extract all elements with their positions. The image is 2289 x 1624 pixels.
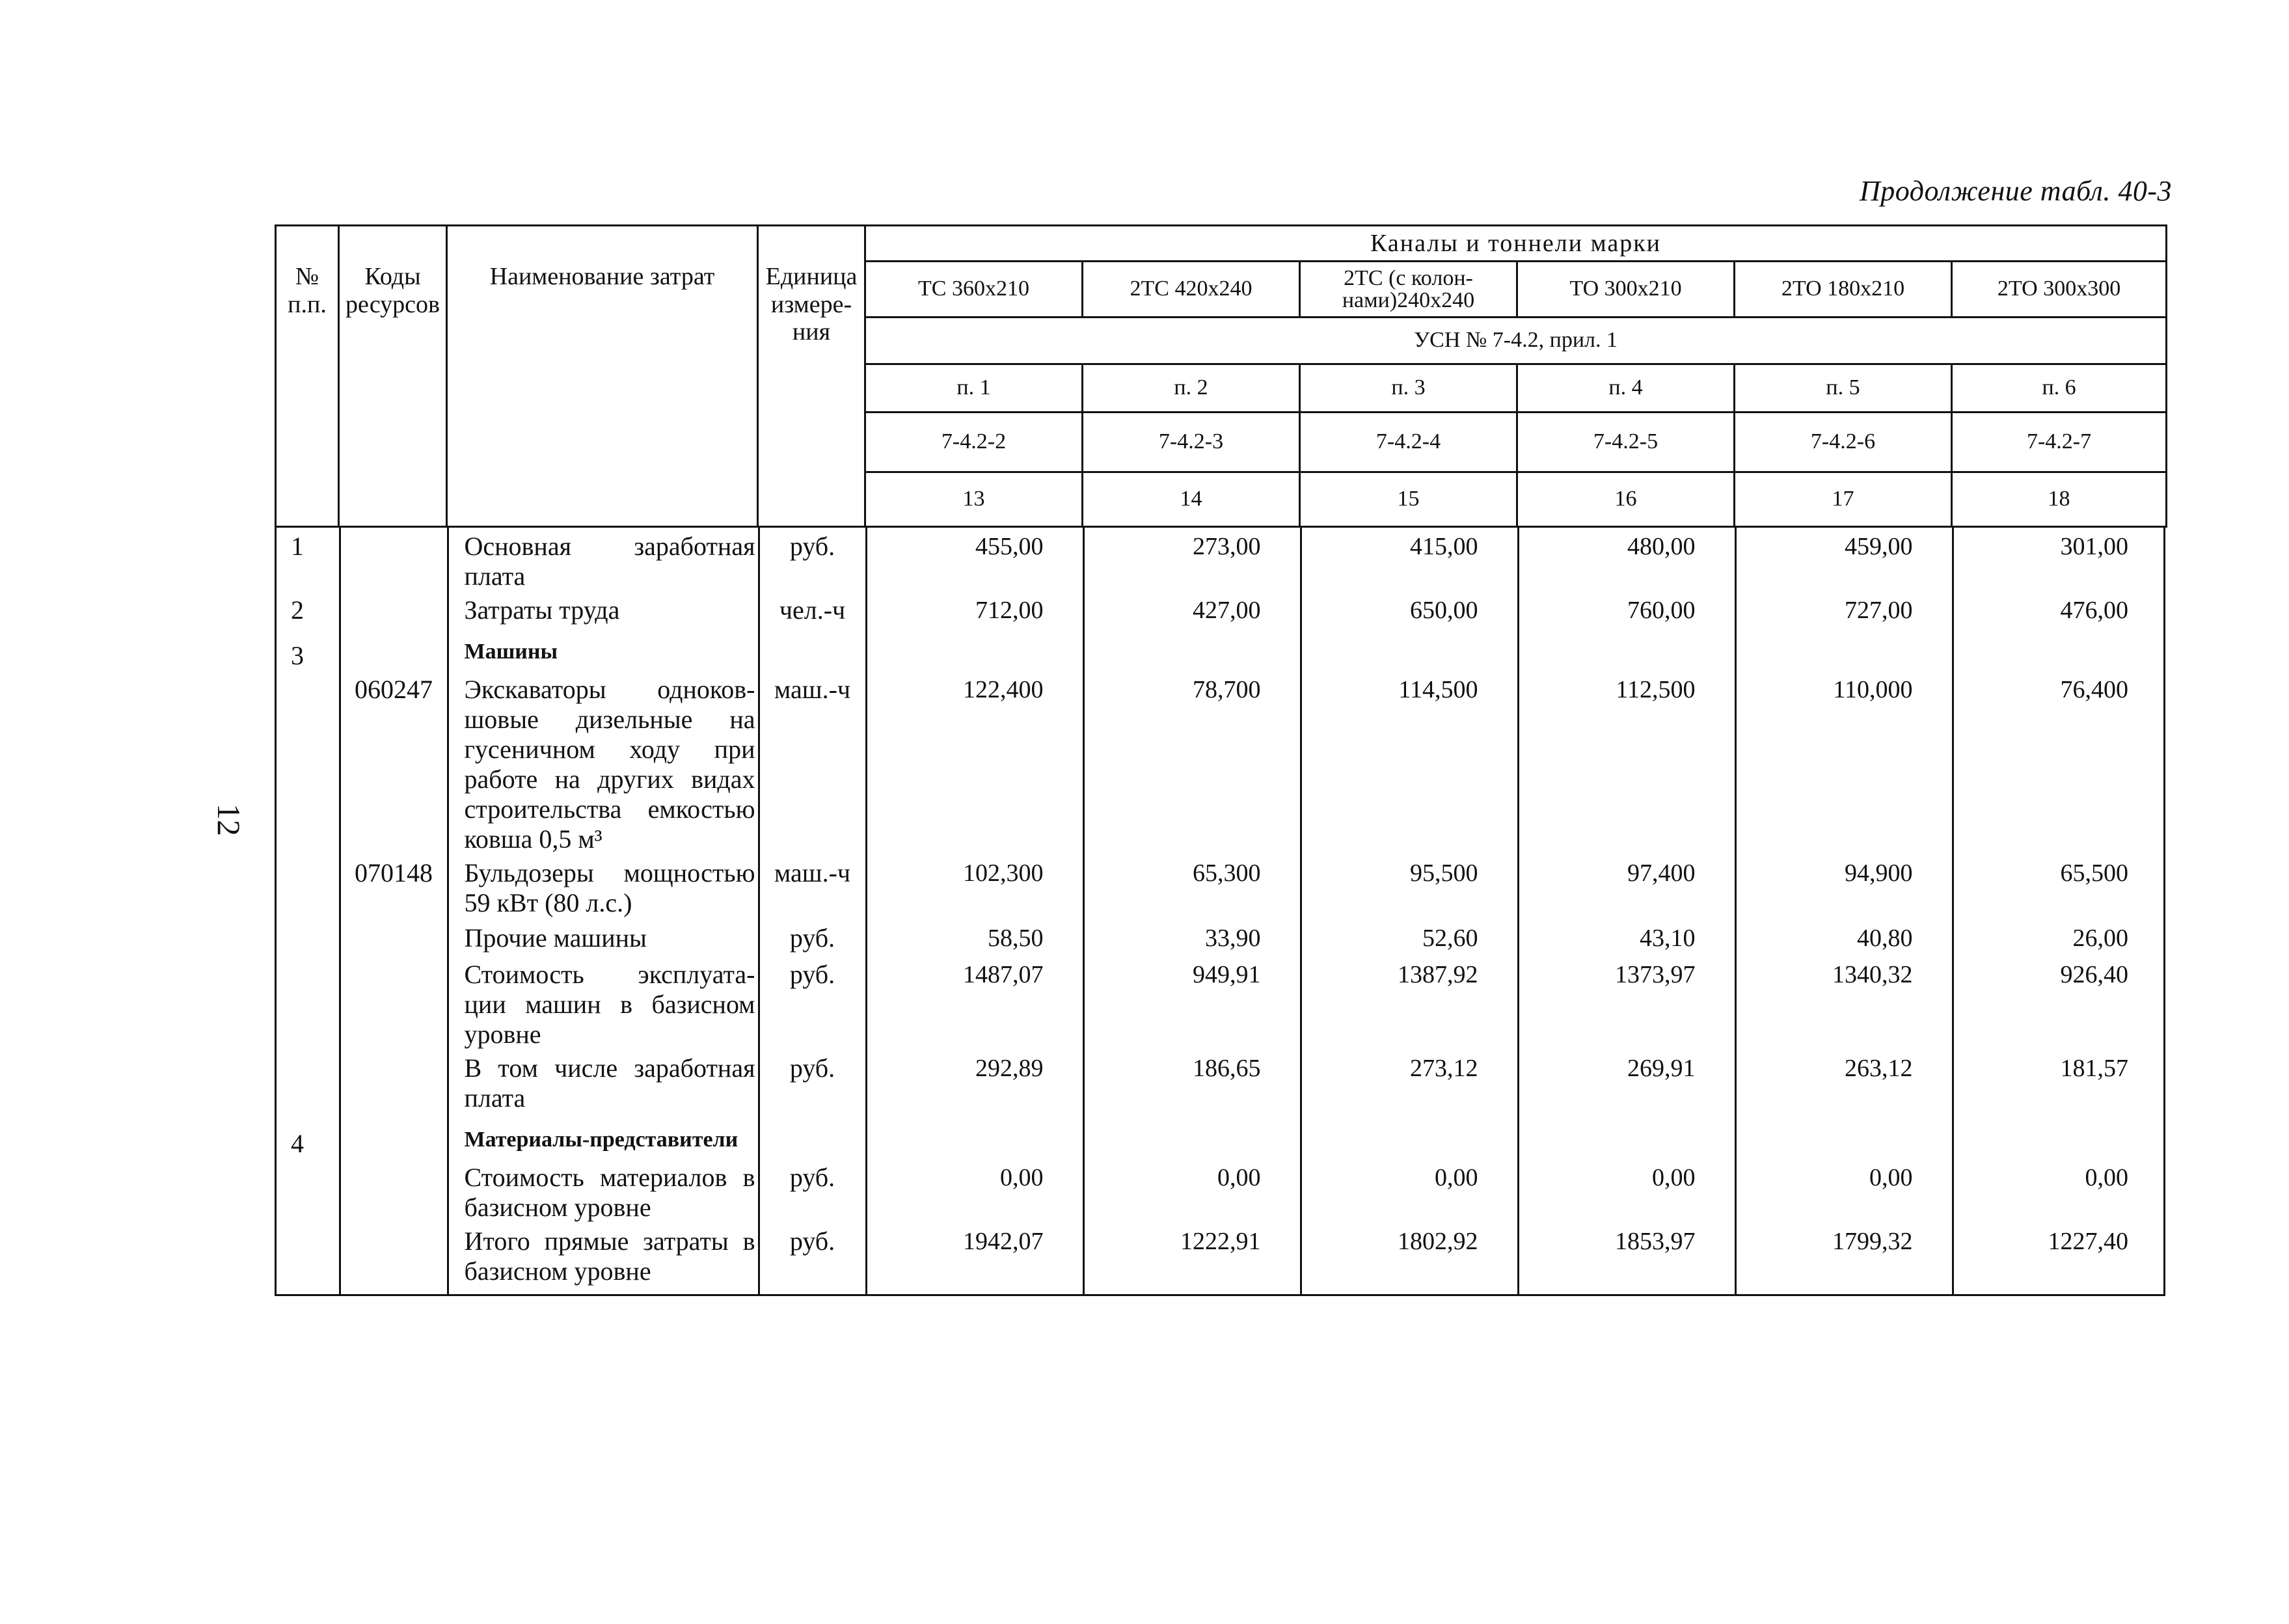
row-value: 1942,07 [866, 1223, 1083, 1294]
row-value: 1340,32 [1735, 956, 1953, 1049]
table-row [277, 671, 2167, 854]
header-mark: 2ТС 420x240 [1083, 262, 1300, 318]
row-value: 122,400 [866, 671, 1083, 854]
row-code [340, 1223, 448, 1294]
row-value: 110,000 [1735, 671, 1953, 854]
header-mark: ТО 300x210 [1517, 262, 1735, 318]
row-value: 269,91 [1518, 1049, 1735, 1113]
row-value: 712,00 [866, 591, 1083, 628]
table-body [275, 528, 2165, 1296]
row-value: 1222,91 [1083, 1223, 1301, 1294]
row-value [1518, 1113, 1735, 1159]
row-value: 1853,97 [1518, 1223, 1735, 1294]
row-value: 1227,40 [1953, 1223, 2167, 1294]
header-mark: 2ТС (с колон- нами)240x240 [1300, 262, 1517, 318]
header-column-number: 18 [1952, 472, 2167, 527]
row-value: 26,00 [1953, 919, 2167, 956]
row-value: 263,12 [1735, 1049, 1953, 1113]
header-point: п. 2 [1083, 364, 1300, 413]
row-name: Экскаваторы одноков- шовые дизельные на гусеничном ходу при работе на других видах строительства емкостью ковша 0,5 м³ [448, 671, 759, 854]
row-value [1083, 1113, 1301, 1159]
row-value: 65,300 [1083, 854, 1301, 919]
row-value: 76,400 [1953, 671, 2167, 854]
header-group-title: Каналы и тоннели марки [865, 226, 2167, 262]
row-value: 415,00 [1301, 528, 1518, 591]
table-row [277, 591, 2167, 628]
header-name: Наименование затрат [447, 226, 758, 527]
table-row [277, 1159, 2167, 1223]
row-value: 65,500 [1953, 854, 2167, 919]
row-section-title: Материалы-представители [448, 1113, 759, 1159]
row-index: 1 [291, 532, 304, 561]
row-value: 1802,92 [1301, 1223, 1518, 1294]
row-name: Итого прямые затраты в базисном уровне [448, 1223, 759, 1294]
row-value: 1373,97 [1518, 956, 1735, 1049]
row-value: 760,00 [1518, 591, 1735, 628]
header-code: 7-4.2-2 [865, 413, 1083, 472]
row-value: 455,00 [866, 528, 1083, 591]
row-value [1735, 1113, 1953, 1159]
row-section-title: Машины [448, 628, 759, 671]
row-value [1083, 628, 1301, 671]
row-index [277, 1159, 340, 1223]
header-code: 7-4.2-5 [1517, 413, 1735, 472]
row-unit: чел.-ч [759, 591, 866, 628]
row-value: 292,89 [866, 1049, 1083, 1113]
row-value: 301,00 [1953, 528, 2167, 591]
row-value: 181,57 [1953, 1049, 2167, 1113]
row-value: 1487,07 [866, 956, 1083, 1049]
header-no: № п.п. [276, 226, 339, 527]
header-mark: ТС 360x210 [865, 262, 1083, 318]
row-unit: маш.-ч [759, 854, 866, 919]
row-name: Стоимость материалов в базисном уровне [448, 1159, 759, 1223]
row-unit [759, 1113, 866, 1159]
row-index: 4 [291, 1129, 304, 1158]
header-code: 7-4.2-3 [1083, 413, 1300, 472]
header-column-number: 17 [1735, 472, 1952, 527]
row-unit: руб. [759, 919, 866, 956]
row-index: 2 [291, 595, 304, 625]
row-code: 070148 [340, 854, 448, 919]
row-value: 97,400 [1518, 854, 1735, 919]
row-index [277, 956, 340, 1049]
row-code [340, 1113, 448, 1159]
header-point: п. 4 [1517, 364, 1735, 413]
row-value [1518, 628, 1735, 671]
row-unit: руб. [759, 956, 866, 1049]
row-value: 33,90 [1083, 919, 1301, 956]
header-column-number: 13 [865, 472, 1083, 527]
row-value: 427,00 [1083, 591, 1301, 628]
row-value: 58,50 [866, 919, 1083, 956]
table-caption: Продолжение табл. 40-3 [1860, 175, 2172, 207]
row-value: 0,00 [866, 1159, 1083, 1223]
row-unit [759, 628, 866, 671]
header-usn: УСН № 7-4.2, прил. 1 [865, 318, 2167, 364]
row-value: 186,65 [1083, 1049, 1301, 1113]
row-code [340, 1049, 448, 1113]
row-value [866, 628, 1083, 671]
header-code: 7-4.2-6 [1735, 413, 1952, 472]
row-value: 0,00 [1518, 1159, 1735, 1223]
row-value: 273,00 [1083, 528, 1301, 591]
cost-table [275, 224, 2165, 1296]
header-point: п. 5 [1735, 364, 1952, 413]
header-point: п. 1 [865, 364, 1083, 413]
row-value: 40,80 [1735, 919, 1953, 956]
row-value: 0,00 [1735, 1159, 1953, 1223]
row-value: 926,40 [1953, 956, 2167, 1049]
row-value: 650,00 [1301, 591, 1518, 628]
row-value: 1387,92 [1301, 956, 1518, 1049]
header-code: 7-4.2-4 [1300, 413, 1517, 472]
row-value: 949,91 [1083, 956, 1301, 1049]
table-row [277, 1049, 2167, 1113]
row-value [1301, 1113, 1518, 1159]
table-row [277, 1113, 2167, 1159]
row-code [340, 956, 448, 1049]
row-code [340, 919, 448, 956]
table-row [277, 528, 2167, 591]
row-value [1953, 628, 2167, 671]
row-index [277, 1223, 340, 1294]
row-value [866, 1113, 1083, 1159]
row-value [1735, 628, 1953, 671]
row-index [277, 854, 340, 919]
row-value: 95,500 [1301, 854, 1518, 919]
row-name: Основная заработная плата [448, 528, 759, 591]
row-value: 52,60 [1301, 919, 1518, 956]
row-code [340, 628, 448, 671]
table-row [277, 628, 2167, 671]
row-name: Стоимость эксплуата- ции машин в базисном уровне [448, 956, 759, 1049]
header-unit: Единица измере- ния [758, 226, 865, 527]
row-value: 727,00 [1735, 591, 1953, 628]
row-unit: маш.-ч [759, 671, 866, 854]
row-index [277, 671, 340, 854]
header-column-number: 14 [1083, 472, 1300, 527]
page-number: 12 [211, 804, 247, 836]
row-code: 060247 [340, 671, 448, 854]
row-index: 3 [291, 641, 304, 670]
row-unit: руб. [759, 1159, 866, 1223]
header-code: 7-4.2-7 [1952, 413, 2167, 472]
row-name: В том числе заработная плата [448, 1049, 759, 1113]
row-name: Бульдозеры мощностью 59 кВт (80 л.с.) [448, 854, 759, 919]
header-column-number: 16 [1517, 472, 1735, 527]
row-value [1953, 1113, 2167, 1159]
row-code [340, 1159, 448, 1223]
header-point: п. 3 [1300, 364, 1517, 413]
row-unit: руб. [759, 1223, 866, 1294]
row-value: 273,12 [1301, 1049, 1518, 1113]
header-column-number: 15 [1300, 472, 1517, 527]
header-point: п. 6 [1952, 364, 2167, 413]
row-value: 102,300 [866, 854, 1083, 919]
row-index [277, 919, 340, 956]
row-value: 0,00 [1083, 1159, 1301, 1223]
table-header [275, 224, 2167, 528]
header-mark: 2ТО 300x300 [1952, 262, 2167, 318]
row-value [1301, 628, 1518, 671]
row-name: Затраты труда [448, 591, 759, 628]
row-value: 114,500 [1301, 671, 1518, 854]
row-value: 43,10 [1518, 919, 1735, 956]
row-value: 0,00 [1301, 1159, 1518, 1223]
header-codes: Коды ресурсов [339, 226, 447, 527]
table-row [277, 1223, 2167, 1294]
table-row [277, 854, 2167, 919]
row-value: 459,00 [1735, 528, 1953, 591]
row-index [277, 1049, 340, 1113]
row-value: 112,500 [1518, 671, 1735, 854]
row-value: 480,00 [1518, 528, 1735, 591]
row-value: 476,00 [1953, 591, 2167, 628]
row-name: Прочие машины [448, 919, 759, 956]
table-row [277, 919, 2167, 956]
row-value: 0,00 [1953, 1159, 2167, 1223]
row-value: 78,700 [1083, 671, 1301, 854]
table-row [277, 956, 2167, 1049]
header-mark: 2ТО 180x210 [1735, 262, 1952, 318]
row-unit: руб. [759, 1049, 866, 1113]
row-unit: руб. [759, 528, 866, 591]
row-value: 1799,32 [1735, 1223, 1953, 1294]
row-value: 94,900 [1735, 854, 1953, 919]
row-code [340, 528, 448, 591]
row-code [340, 591, 448, 628]
